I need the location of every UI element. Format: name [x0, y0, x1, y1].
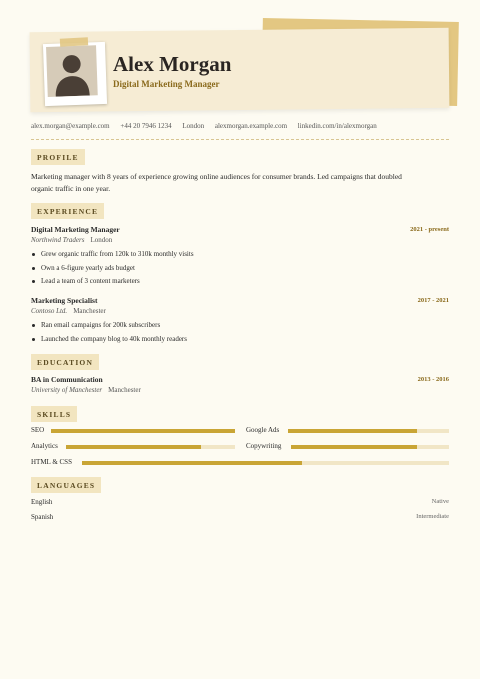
skill-bar-fill [51, 429, 235, 433]
contact-line [31, 122, 449, 130]
section-label-skills: SKILLS [31, 406, 77, 422]
skill-item [31, 426, 235, 436]
person-silhouette-icon [46, 45, 98, 97]
language-item [31, 498, 449, 506]
skill-name: Copywriting [246, 442, 282, 450]
contact-city: London [182, 122, 205, 130]
job-company-line [31, 236, 112, 244]
language-item [31, 513, 449, 521]
job-company-line [31, 307, 106, 315]
skill-name: Google Ads [246, 426, 280, 434]
contact-linkedin[interactable]: linkedin.com/in/alexmorgan [297, 122, 377, 130]
job-title: Digital Marketing Manager [31, 225, 120, 234]
skill-bar-fill [288, 429, 417, 433]
profile-summary [31, 171, 451, 194]
candidate-name: Alex Morgan [113, 52, 232, 76]
job-title: Marketing Specialist [31, 296, 98, 305]
education-school-line [31, 386, 141, 394]
list-item: Grew organic traffic from 120k to 310k monthly visits [41, 249, 194, 263]
job-dates: 2021 - present [410, 226, 449, 233]
skill-item [246, 442, 449, 452]
skill-bar-fill [82, 461, 302, 465]
skill-name: HTML & CSS [31, 458, 72, 466]
job-dates: 2017 - 2021 [417, 297, 449, 304]
job-location: Manchester [73, 307, 106, 315]
list-item: Lead a team of 3 content marketers [41, 276, 194, 290]
skill-bar-track [66, 445, 235, 449]
skill-item [31, 458, 449, 468]
list-item: Ran email campaigns for 200k subscribers [41, 320, 187, 334]
skill-bar-track [288, 429, 449, 433]
education-location: Manchester [108, 386, 141, 394]
skill-item [246, 426, 449, 436]
skill-name: Analytics [31, 442, 58, 450]
job-company: Contoso Ltd. [31, 307, 68, 315]
language-level: Intermediate [416, 513, 449, 520]
list-item: Launched the company blog to 40k monthly readers [41, 334, 187, 348]
profile-photo [43, 42, 107, 106]
job-location: London [90, 236, 113, 244]
skill-name: SEO [31, 426, 45, 434]
skill-bar-fill [291, 445, 417, 449]
job-bullets [31, 249, 194, 290]
language-name: English [31, 498, 53, 506]
list-item: Own a 6-figure yearly ads budget [41, 263, 194, 277]
section-label-education: EDUCATION [31, 354, 99, 370]
contact-website[interactable]: alexmorgan.example.com [214, 122, 288, 130]
education-dates: 2013 - 2016 [417, 376, 449, 383]
job-company: Northwind Traders [31, 236, 85, 244]
skill-bar-track [51, 429, 235, 433]
skill-bar-track [291, 445, 449, 449]
contact-divider [31, 139, 449, 140]
language-level: Native [431, 498, 449, 505]
skill-item [31, 442, 235, 452]
section-label-profile: PROFILE [31, 149, 85, 165]
contact-email[interactable]: alex.morgan@example.com [31, 122, 110, 130]
degree-title: BA in Communication [31, 375, 103, 384]
profile-line: organic traffic in one year. [31, 183, 111, 193]
job-bullets [31, 320, 187, 347]
candidate-title: Digital Marketing Manager [113, 79, 220, 89]
profile-line: Marketing manager with 8 years of experience growing online audiences for consumer brands. Led campaigns that doubled [31, 172, 402, 181]
skill-bar-fill [66, 445, 201, 449]
section-label-experience: EXPERIENCE [31, 203, 104, 219]
skill-bar-track [82, 461, 449, 465]
language-name: Spanish [31, 513, 54, 521]
section-label-languages: LANGUAGES [31, 477, 101, 493]
contact-phone[interactable]: +44 20 7946 1234 [120, 122, 172, 130]
education-school: University of Manchester [31, 386, 103, 394]
photo-tape [60, 37, 88, 46]
